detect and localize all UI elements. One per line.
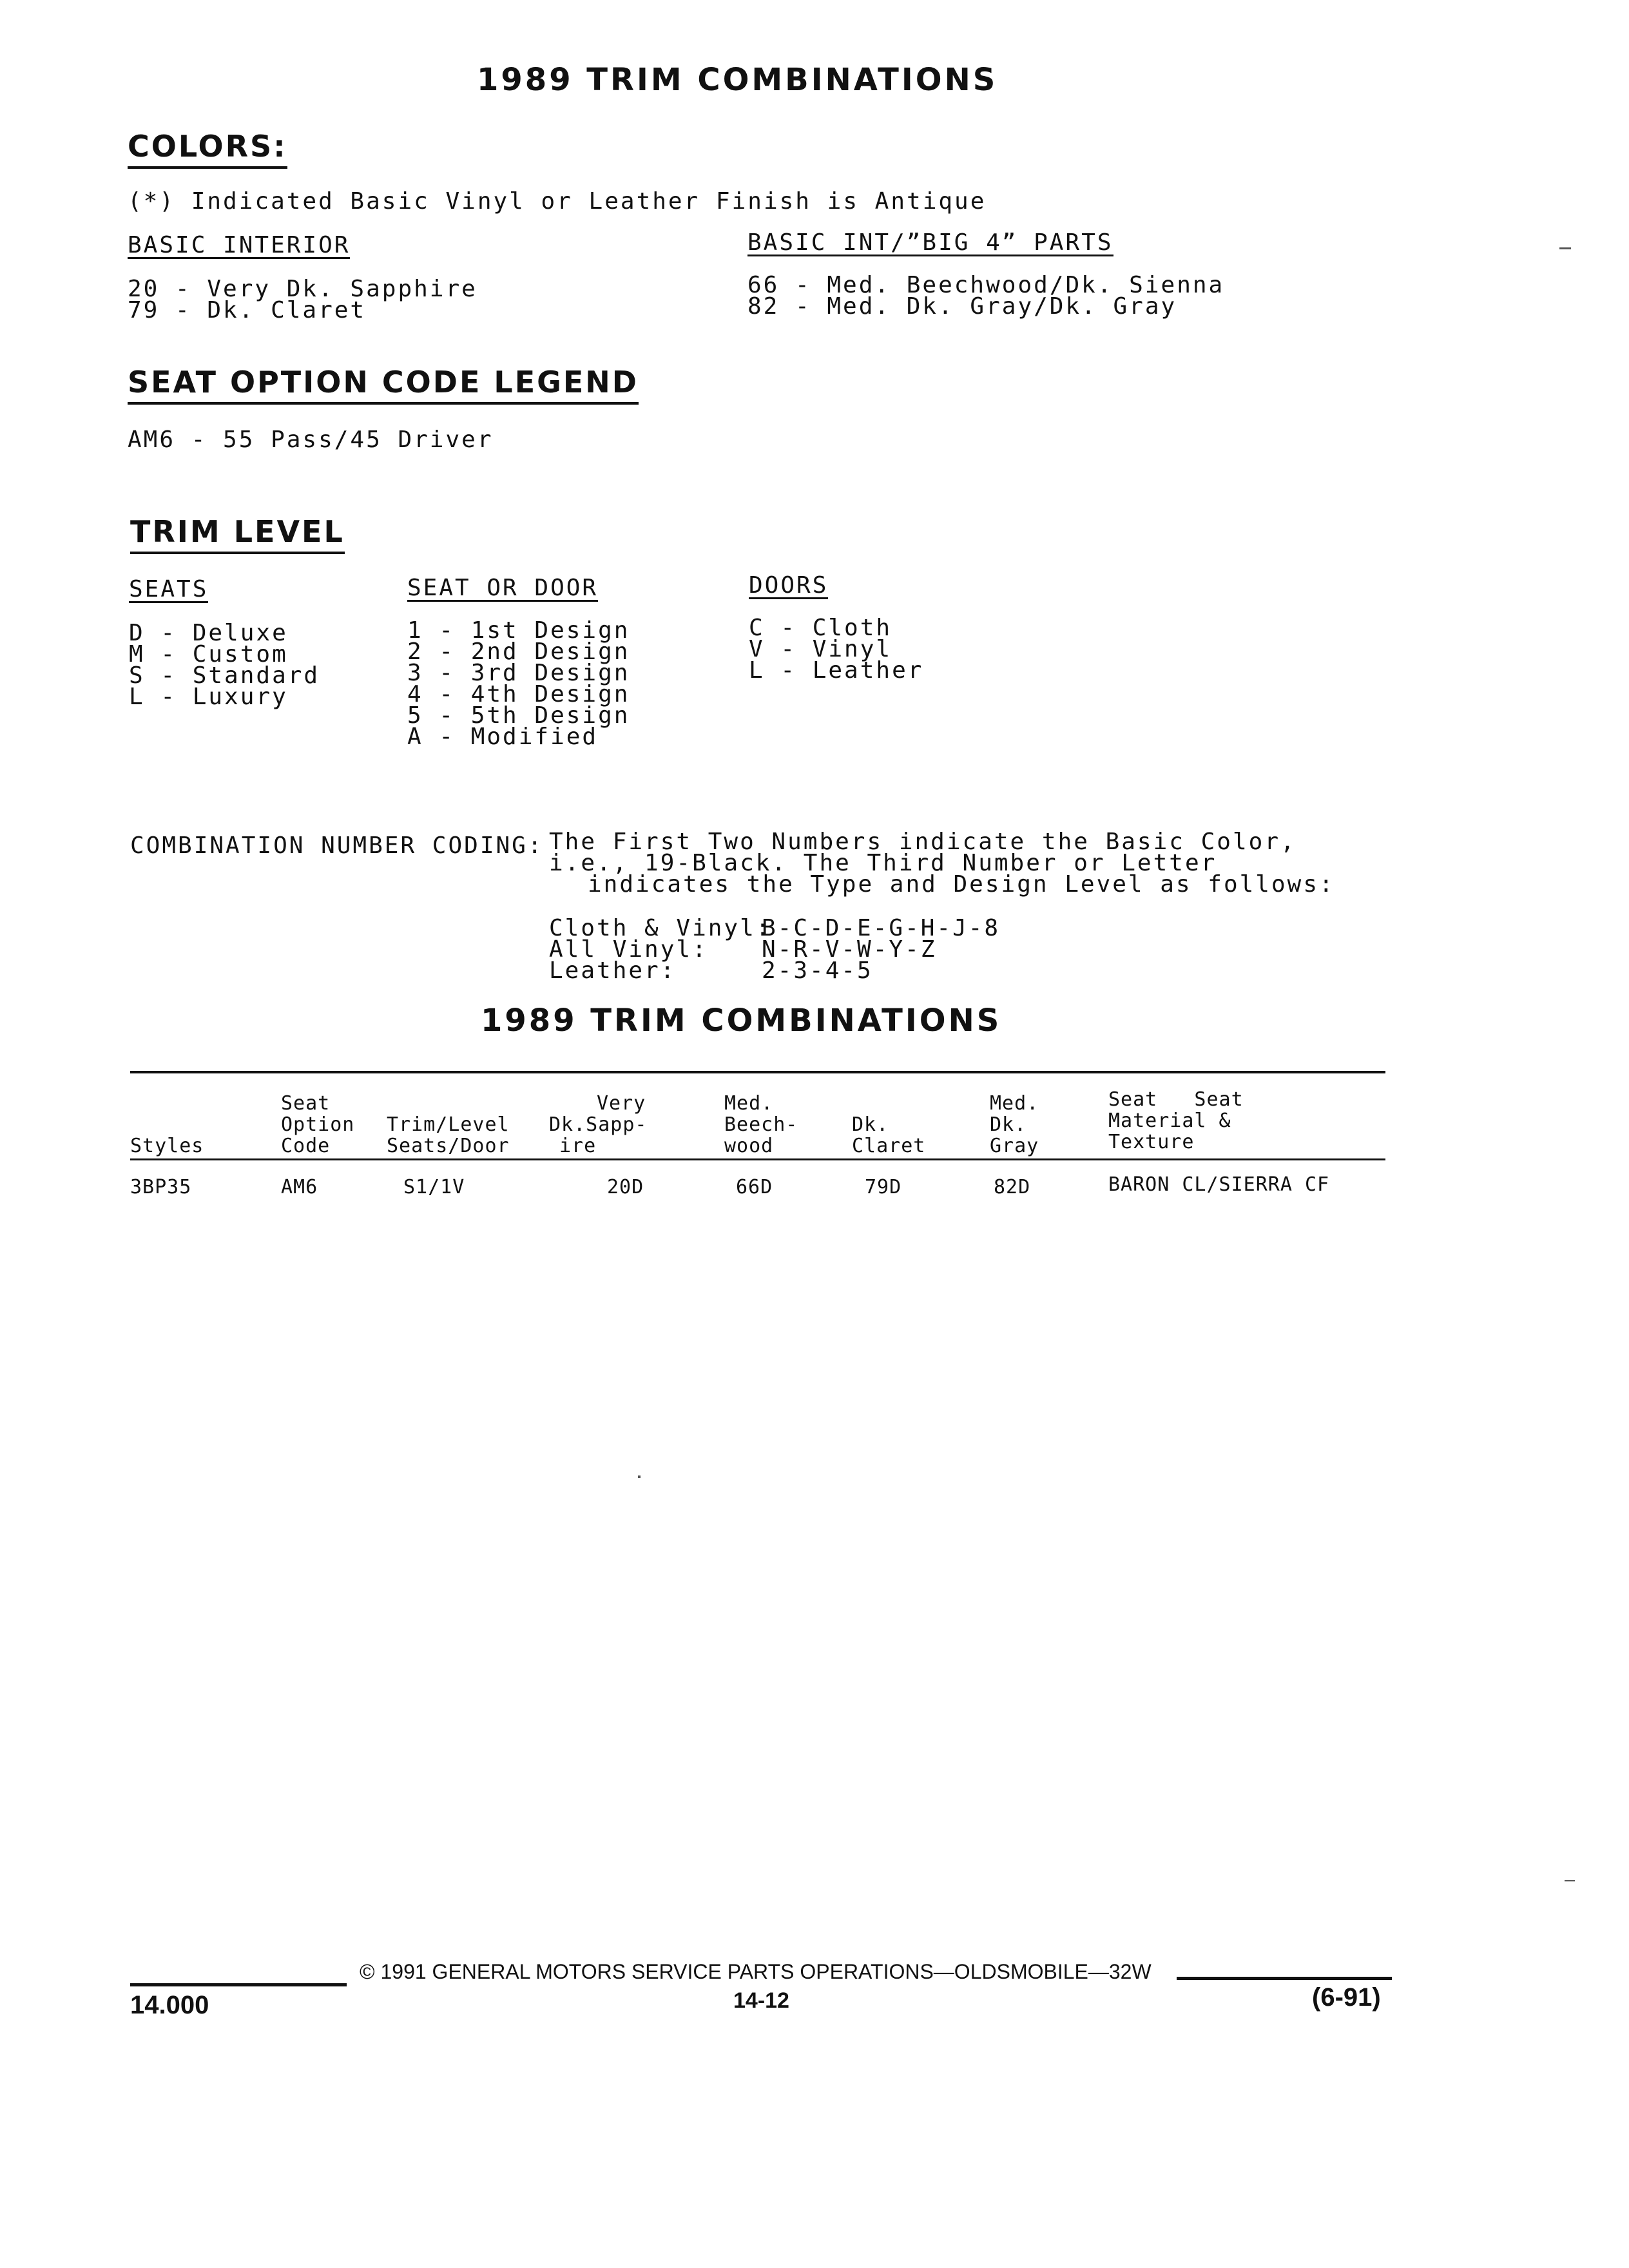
header-med-beechwood: Beech-: [724, 1113, 798, 1136]
coding-label: COMBINATION NUMBER CODING:: [130, 832, 544, 859]
header-trim-level: Trim/Level: [387, 1113, 510, 1136]
header-med-dk-gray: Med.: [990, 1092, 1039, 1115]
basic-interior-item: 79 - Dk. Claret: [128, 297, 367, 323]
big4-header: BASIC INT/”BIG 4” PARTS: [747, 229, 1113, 256]
seats-item: D - Deluxe: [129, 620, 288, 646]
header-very-dk-sapphire: Dk.Sapp-: [549, 1113, 648, 1136]
basic-interior-item: 20 - Very Dk. Sapphire: [128, 276, 477, 302]
table-title: 1989 TRIM COMBINATIONS: [481, 1003, 1002, 1039]
header-trim-level: Seats/Door: [387, 1135, 510, 1157]
big4-item: 66 - Med. Beechwood/Dk. Sienna: [747, 272, 1225, 298]
coding-type-label: Cloth & Vinyl:: [549, 915, 772, 941]
colors-heading: COLORS:: [128, 129, 287, 169]
cell-seat-option: AM6: [281, 1176, 318, 1198]
cell-seat-material: BARON CL/SIERRA CF: [1108, 1173, 1330, 1196]
scan-mark: [1559, 247, 1571, 249]
table-header-rule: [130, 1158, 1385, 1160]
header-seat-material: Seat Seat: [1108, 1088, 1244, 1111]
trim-level-heading: TRIM LEVEL: [130, 514, 345, 554]
seats-header: SEATS: [129, 576, 209, 602]
header-med-beechwood: wood: [724, 1135, 774, 1157]
header-dk-claret: Claret: [852, 1135, 926, 1157]
header-med-dk-gray: Dk.: [990, 1113, 1027, 1136]
cell-styles: 3BP35: [130, 1176, 192, 1198]
coding-line: i.e., 19-Black. The Third Number or Letter: [549, 850, 1217, 876]
header-med-beechwood: Med.: [724, 1092, 774, 1115]
coding-type-codes: N-R-V-W-Y-Z: [762, 936, 937, 963]
coding-line: indicates the Type and Design Level as follows:: [588, 871, 1335, 898]
seat-option-item: AM6 - 55 Pass/45 Driver: [128, 427, 494, 453]
footer-copyright: © 1991 GENERAL MOTORS SERVICE PARTS OPERATIONS—OLDSMOBILE—32W: [360, 1960, 1152, 1983]
header-seat-option: Option: [281, 1113, 355, 1136]
colors-note: (*) Indicated Basic Vinyl or Leather Finish is Antique: [128, 188, 987, 215]
basic-interior-header: BASIC INTERIOR: [128, 232, 351, 258]
header-seat-option: Code: [281, 1135, 331, 1157]
seat-or-door-item: 1 - 1st Design: [407, 617, 630, 644]
seats-item: S - Standard: [129, 662, 320, 689]
footer-rule-left: [130, 1983, 347, 1986]
seat-or-door-item: A - Modified: [407, 724, 599, 750]
cell-med-dk-gray: 82D: [994, 1176, 1031, 1198]
header-very-dk-sapphire: Very: [597, 1092, 646, 1115]
header-seat-option: Seat: [281, 1092, 331, 1115]
coding-type-label: Leather:: [549, 957, 677, 984]
cell-very-dk-sapphire: 20D: [607, 1176, 644, 1198]
seats-item: M - Custom: [129, 641, 288, 668]
big4-item: 82 - Med. Dk. Gray/Dk. Gray: [747, 293, 1177, 320]
footer-rule-right: [1177, 1977, 1392, 1980]
cell-trim-level: S1/1V: [403, 1176, 465, 1198]
header-very-dk-sapphire: ire: [559, 1135, 597, 1157]
header-seat-material: Texture: [1108, 1131, 1195, 1153]
seat-or-door-item: 4 - 4th Design: [407, 681, 630, 707]
scan-mark: [1565, 1880, 1575, 1881]
footer-page-number: 14-12: [733, 1988, 789, 2013]
cell-med-beechwood: 66D: [736, 1176, 773, 1198]
doors-header: DOORS: [749, 572, 829, 599]
scan-mark: [638, 1475, 641, 1478]
header-med-dk-gray: Gray: [990, 1135, 1039, 1157]
footer-date: (6-91): [1312, 1983, 1381, 2012]
seat-or-door-item: 5 - 5th Design: [407, 702, 630, 729]
page-title: 1989 TRIM COMBINATIONS: [477, 62, 998, 98]
coding-type-label: All Vinyl:: [549, 936, 708, 963]
header-seat-material: Material &: [1108, 1110, 1231, 1132]
doors-item: C - Cloth: [749, 615, 892, 641]
coding-type-codes: B-C-D-E-G-H-J-8: [762, 915, 1001, 941]
header-styles: Styles: [130, 1135, 204, 1157]
seat-or-door-header: SEAT OR DOOR: [407, 575, 599, 601]
coding-line: The First Two Numbers indicate the Basic Color,: [549, 829, 1296, 855]
cell-dk-claret: 79D: [865, 1176, 902, 1198]
doors-item: V - Vinyl: [749, 636, 892, 662]
footer-section-number: 14.000: [130, 1991, 209, 2019]
seat-or-door-item: 3 - 3rd Design: [407, 660, 630, 686]
coding-type-codes: 2-3-4-5: [762, 957, 873, 984]
seat-option-heading: SEAT OPTION CODE LEGEND: [128, 365, 639, 405]
seat-or-door-item: 2 - 2nd Design: [407, 639, 630, 665]
doors-item: L - Leather: [749, 657, 924, 684]
seats-item: L - Luxury: [129, 684, 288, 710]
header-dk-claret: Dk.: [852, 1113, 889, 1136]
table-top-rule: [130, 1071, 1385, 1073]
